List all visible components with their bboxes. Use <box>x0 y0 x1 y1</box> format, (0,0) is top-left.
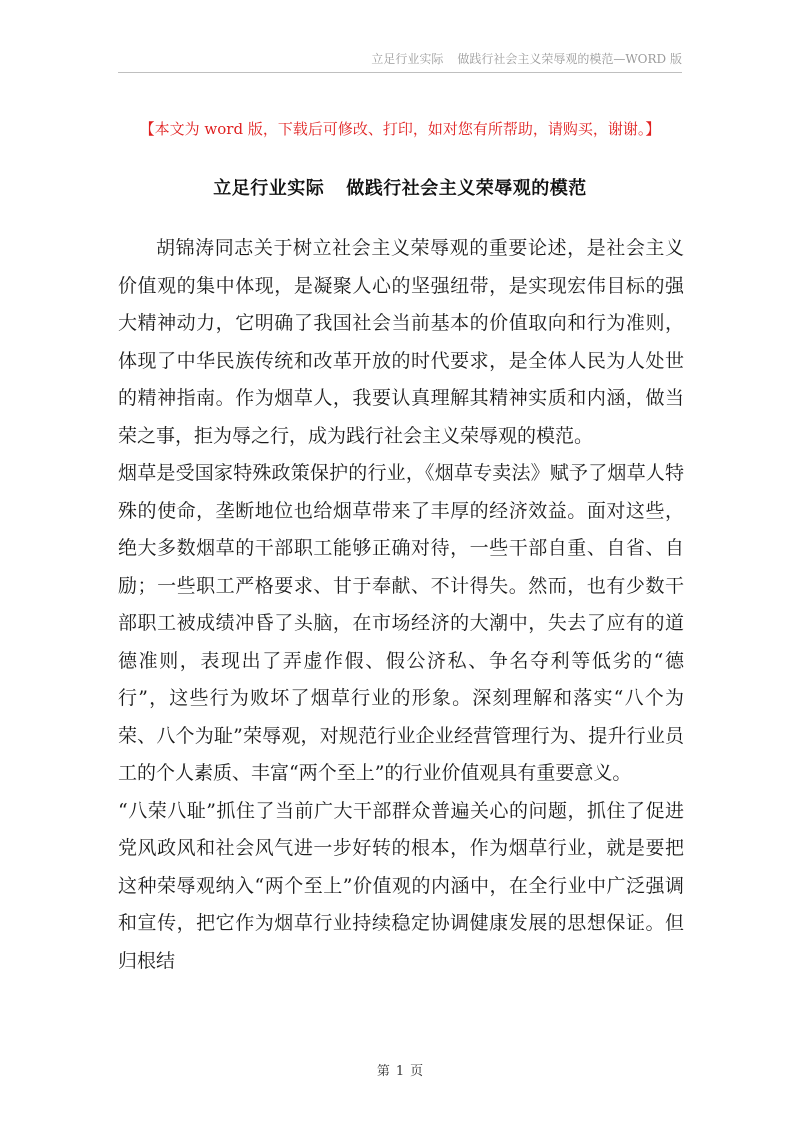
document-title <box>118 174 682 200</box>
page-number: 1 <box>395 1064 405 1079</box>
purchase-notice: 【本文为 word 版，下载后可修改、打印，如对您有所帮助，请购买，谢谢。】 <box>139 120 661 138</box>
paragraph-2: 烟草是受国家特殊政策保护的行业，《烟草专卖法》赋予了烟草人特殊的使命，垄断地位也给烟草带来了丰厚的经济效益。面对这些，绝大多数烟草的干部职工能够正确对待，一些干部自重、自省、自励；一些职工严格要求、甘于奉献、不计得失。然而，也有少数干部职工被成绩冲昏了头脑，在市场经济的大潮中，失去了应有的道德准则，表现出了弄虚作假、假公济私、争名夺利等低劣的“德行”，这些行为败坏了烟草行业的形象。深刻理解和落实“八个为荣、八个为耻”荣辱观，对规范行业企业经营管理行为、提升行业员工的个人素质、丰富“两个至上”的行业价值观具有重要意义。 <box>118 462 684 784</box>
title-part-1: 立足行业实际 <box>213 178 325 199</box>
footer-suffix: 页 <box>410 1064 424 1079</box>
page-footer <box>0 1060 800 1079</box>
header-right-text: 做践行社会主义荣辱观的模范—WORD 版 <box>457 52 682 66</box>
footer-prefix: 第 <box>376 1064 390 1079</box>
title-part-2: 做践行社会主义荣辱观的模范 <box>346 178 587 199</box>
header-left-text: 立足行业实际 <box>371 52 444 66</box>
running-header <box>118 50 682 73</box>
document-body <box>118 230 684 980</box>
paragraph-3: “八荣八耻”抓住了当前广大干部群众普遍关心的问题，抓住了促进党风政风和社会风气进一步好转的根本，作为烟草行业，就是要把这种荣辱观纳入“两个至上”价值观的内涵中，在全行业中广泛强调和宣传，把它作为烟草行业持续稳定协调健康发展的思想保证。但归根结 <box>118 799 684 972</box>
paragraph-1: 胡锦涛同志关于树立社会主义荣辱观的重要论述，是社会主义价值观的集中体现，是凝聚人心的坚强纽带，是实现宏伟目标的强大精神动力，它明确了我国社会当前基本的价值取向和行为准则，体现了中华民族传统和改革开放的时代要求，是全体人民为人处世的精神指南。作为烟草人，我要认真理解其精神实质和内涵，做当荣之事，拒为辱之行，成为践行社会主义荣辱观的模范。 <box>118 237 684 447</box>
